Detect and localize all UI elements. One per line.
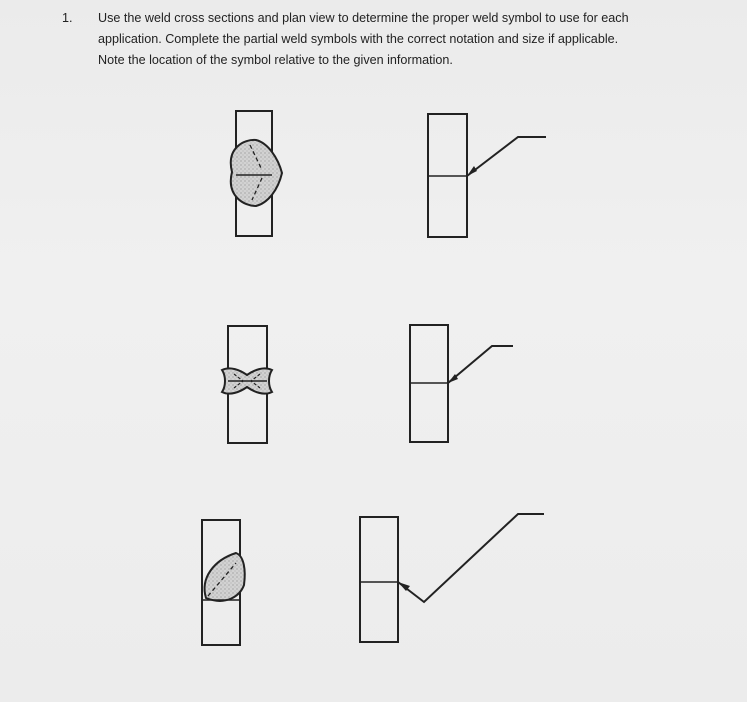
arrow-leader-2	[448, 346, 513, 383]
cross-section-2	[222, 326, 272, 443]
weld-symbol-1	[428, 114, 546, 237]
arrow-leader-1	[467, 137, 546, 176]
weld-bead-1	[231, 140, 282, 206]
arrowhead-1	[467, 166, 477, 176]
question-line-1: Use the weld cross sections and plan view to determine the proper weld symbol to use for each	[98, 11, 629, 25]
cross-section-3	[202, 520, 245, 645]
question-number: 1.	[62, 11, 73, 25]
question-line-3: Note the location of the symbol relative to the given information.	[98, 53, 453, 67]
weld-symbol-3	[360, 514, 544, 642]
plan-view-3	[360, 517, 398, 642]
question-line-2: application. Complete the partial weld symbols with the correct notation and size if applicable.	[98, 32, 619, 46]
weld-symbol-2	[410, 325, 513, 442]
arrow-leader-3	[398, 514, 544, 602]
cross-section-1	[231, 111, 282, 236]
